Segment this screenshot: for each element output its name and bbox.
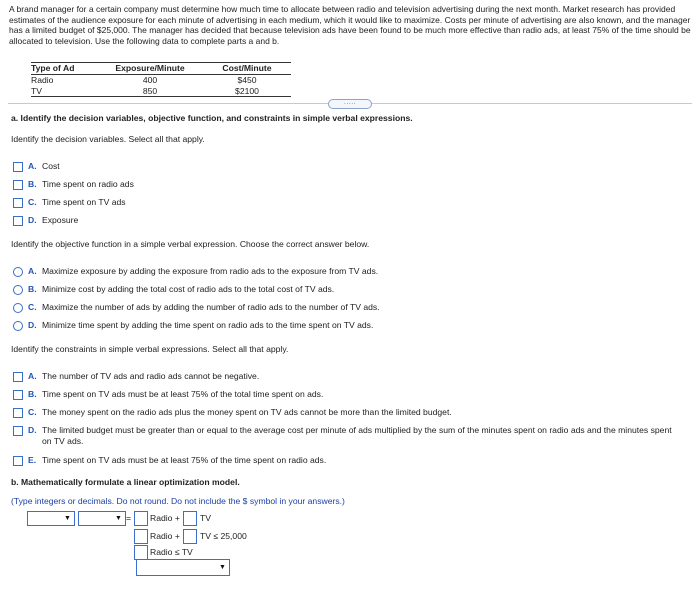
option-text: Time spent on TV ads (42, 197, 126, 207)
q3-option-b[interactable] (13, 389, 323, 401)
option-letter: A. (28, 371, 37, 381)
option-text: Maximize the number of ads by adding the number of radio ads to the number of TV ads. (42, 302, 380, 312)
q2-prompt: Identify the objective function in a simple verbal expression. Choose the correct answer below. (11, 239, 370, 249)
q3-option-a[interactable] (13, 371, 259, 383)
chevron-down-icon: ▼ (64, 515, 71, 522)
cell-type: Radio (31, 75, 54, 85)
option-letter: C. (28, 302, 37, 312)
option-letter: A. (28, 161, 37, 171)
checkbox[interactable] (13, 216, 23, 226)
q1-option-d[interactable] (13, 215, 78, 227)
cell-cost: $2100 (203, 86, 291, 97)
q2-option-d[interactable] (13, 320, 373, 332)
nonnegativity-dropdown[interactable] (136, 559, 230, 576)
q3-prompt: Identify the constraints in simple verbal expressions. Select all that apply. (11, 344, 289, 354)
radio-button[interactable] (13, 303, 23, 313)
radio-button[interactable] (13, 267, 23, 277)
option-text: Exposure (42, 215, 79, 225)
problem-statement: A brand manager for a certain company must determine how much time to allocate between radio and television advertising during the next month. Market research has provided estimates of the audience exposure for each minute of advertising in each medium, which it would like to maximize. Costs per minute of advertising are also known, and the manager has a limited budget of $25,000. The manager has decided that because television ads have been found to be much more effective than radio ads, at least 75% of the time should be allocated to television. Use the following data to complete parts a and b. (9, 4, 691, 46)
option-text: Time spent on TV ads must be at least 75% of the time spent on radio ads. (42, 455, 327, 465)
radio-button[interactable] (13, 285, 23, 295)
option-letter: B. (28, 389, 37, 399)
chevron-down-icon: ▼ (115, 515, 122, 522)
option-letter: D. (28, 425, 37, 435)
q2-option-c[interactable] (13, 302, 380, 314)
option-text: Time spent on radio ads (42, 179, 134, 189)
checkbox[interactable] (13, 408, 23, 418)
option-letter: B. (28, 179, 37, 189)
checkbox[interactable] (13, 198, 23, 208)
table-row (31, 75, 291, 86)
objective-type-dropdown[interactable] (27, 511, 75, 526)
option-text: The money spent on the radio ads plus the money spent on TV ads cannot be more than the limited budget. (42, 407, 452, 417)
radio-coefficient-input[interactable] (134, 511, 148, 526)
option-letter: B. (28, 284, 37, 294)
option-letter: D. (28, 215, 37, 225)
checkbox[interactable] (13, 372, 23, 382)
cell-cost: $450 (237, 75, 257, 85)
checkbox[interactable] (13, 390, 23, 400)
objective-variable-dropdown[interactable] (78, 511, 126, 526)
option-letter: C. (28, 407, 37, 417)
option-text: The limited budget must be greater than or equal to the average cost per minute of ads multiplied by the sum of the minutes spent on radio ads and the minutes spent on TV ads. (42, 425, 672, 446)
q3-option-d[interactable] (13, 425, 682, 447)
ratio-constraint-label: Radio ≤ TV (150, 547, 193, 557)
radio-term-label: Radio + (150, 531, 180, 541)
checkbox[interactable] (13, 162, 23, 172)
q2-option-b[interactable] (13, 284, 334, 296)
part-a-title: a. Identify the decision variables, objective function, and constraints in simple verbal expressions. (11, 113, 413, 123)
header-type: Type of Ad (31, 63, 97, 75)
tv-term-label: TV (200, 513, 211, 523)
checkbox[interactable] (13, 180, 23, 190)
q1-option-c[interactable] (13, 197, 126, 209)
ratio-coefficient-input[interactable] (134, 545, 148, 560)
q3-option-e[interactable] (13, 455, 326, 467)
option-text: The number of TV ads and radio ads cannot be negative. (42, 371, 260, 381)
q3-option-c[interactable] (13, 407, 452, 419)
option-letter: A. (28, 266, 37, 276)
option-letter: C. (28, 197, 37, 207)
input-hint: (Type integers or decimals. Do not round. Do not include the $ symbol in your answers.) (11, 496, 345, 506)
tv-cost-input[interactable] (183, 529, 197, 544)
option-text: Minimize time spent by adding the time spent on radio ads to the time spent on TV ads. (42, 320, 374, 330)
checkbox[interactable] (13, 426, 23, 436)
option-text: Minimize cost by adding the total cost of radio ads to the total cost of TV ads. (42, 284, 335, 294)
radio-cost-input[interactable] (134, 529, 148, 544)
q2-option-a[interactable] (13, 266, 378, 278)
cell-exposure: 400 (142, 75, 158, 85)
cell-type: TV (31, 86, 97, 97)
checkbox[interactable] (13, 456, 23, 466)
equals-sign: = (126, 513, 132, 523)
ad-data-table (31, 62, 291, 97)
cell-exposure: 850 (97, 86, 203, 97)
budget-constraint-label: TV ≤ 25,000 (200, 531, 247, 541)
table-row (31, 86, 291, 97)
header-exposure: Exposure/Minute (97, 63, 203, 75)
tv-coefficient-input[interactable] (183, 511, 197, 526)
q1-option-a[interactable] (13, 161, 60, 173)
option-text: Cost (42, 161, 60, 171)
chevron-down-icon: ▼ (219, 564, 226, 571)
q1-prompt: Identify the decision variables. Select all that apply. (11, 134, 205, 144)
part-b-title: b. Mathematically formulate a linear optimization model. (11, 477, 240, 487)
option-letter: D. (28, 320, 37, 330)
option-text: Maximize exposure by adding the exposure from radio ads to the exposure from TV ads. (42, 266, 379, 276)
q1-option-b[interactable] (13, 179, 134, 191)
radio-term-label: Radio + (150, 513, 180, 523)
option-letter: E. (28, 455, 37, 465)
radio-button[interactable] (13, 321, 23, 331)
expand-handle-button[interactable]: ..... (328, 99, 372, 109)
header-cost: Cost/Minute (203, 63, 291, 75)
option-text: Time spent on TV ads must be at least 75% of the total time spent on ads. (42, 389, 324, 399)
